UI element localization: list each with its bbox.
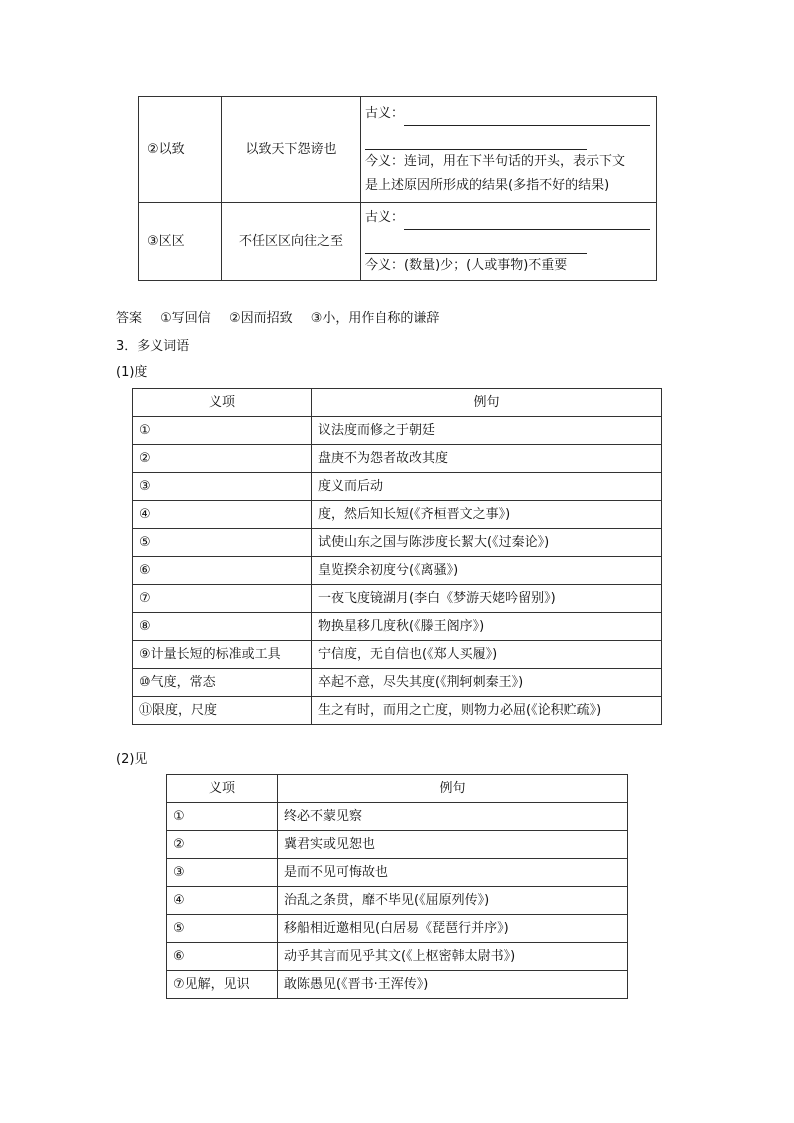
answer-label: 答案: [116, 311, 143, 326]
table-row: [133, 529, 662, 557]
meaning-cell: ⑨计量长短的标准或工具: [133, 641, 312, 669]
example-cell: 议法度而修之于朝廷: [312, 417, 662, 445]
section-title: 3．多义词语: [116, 339, 190, 354]
answer-item: ①写回信: [160, 311, 211, 326]
example-cell: 盘庚不为怨者故改其度: [312, 445, 662, 473]
meaning-cell: ⑥: [133, 557, 312, 585]
example-cell: 治乱之条贯，靡不毕见(《屈原列传》): [278, 887, 628, 915]
table-row: [167, 831, 628, 859]
table-row: [133, 501, 662, 529]
table-row: [167, 859, 628, 887]
meaning-cell: ⑤: [133, 529, 312, 557]
meaning-cell: ⑥: [167, 943, 278, 971]
example-cell: 度义而后动: [312, 473, 662, 501]
meaning-cell: ⑧: [133, 613, 312, 641]
modern-meaning-line: 今义：(数量)少；(人或事物)不重要: [365, 257, 568, 273]
meaning-cell: ⑤: [167, 915, 278, 943]
table-row: [133, 641, 662, 669]
column-header-meaning: 义项: [133, 389, 312, 417]
table-row: [133, 473, 662, 501]
ancient-meaning-blank-2[interactable]: [365, 133, 587, 150]
meaning-cell: ①: [133, 417, 312, 445]
modern-meaning-line: 今义：连词，用在下半句话的开头，表示下文: [365, 153, 626, 169]
example-cell: 物换星移几度秋(《滕王阁序》): [312, 613, 662, 641]
table-row: [167, 803, 628, 831]
example-cell: 动乎其言而见乎其文(《上枢密韩太尉书》): [278, 943, 628, 971]
table-row: [133, 669, 662, 697]
answer-item: ②因而招致: [228, 311, 293, 326]
table-row: [139, 97, 657, 203]
meaning-cell: ④: [167, 887, 278, 915]
vocab-table-continued: [138, 96, 657, 281]
table-row: [167, 887, 628, 915]
modern-meaning-line: 是上述原因所形成的结果(多指不好的结果): [365, 177, 610, 193]
meaning-cell: [361, 97, 657, 203]
table-header-row: [167, 775, 628, 803]
table-row: [139, 203, 657, 281]
example-cell: 皇览揆余初度兮(《离骚》): [312, 557, 662, 585]
ancient-meaning-blank[interactable]: [404, 213, 650, 230]
example-cell: 度，然后知长短(《齐桓晋文之事》): [312, 501, 662, 529]
table-row: [133, 417, 662, 445]
meaning-cell: ⑦见解，见识: [167, 971, 278, 999]
answer-line: [116, 307, 453, 326]
word-cell: ②以致: [139, 97, 222, 203]
table-row: [133, 557, 662, 585]
meaning-cell: ②: [133, 445, 312, 473]
meaning-cell: [361, 203, 657, 281]
polysemy-table-du: [132, 388, 662, 725]
column-header-example: 例句: [312, 389, 662, 417]
example-cell: 不任区区向往之至: [222, 203, 361, 281]
example-cell: 以致天下怨谤也: [222, 97, 361, 203]
ancient-meaning-blank[interactable]: [404, 109, 650, 126]
subsection-title: (1)度: [116, 365, 148, 380]
answer-item: ③小，用作自称的谦辞: [310, 311, 440, 326]
column-header-example: 例句: [278, 775, 628, 803]
meaning-cell: ③: [167, 859, 278, 887]
meaning-cell: ①: [167, 803, 278, 831]
example-cell: 一夜飞度镜湖月(李白《梦游天姥吟留别》): [312, 585, 662, 613]
table-row: [133, 585, 662, 613]
example-cell: 生之有时，而用之亡度，则物力必屈(《论积贮疏》): [312, 697, 662, 725]
meaning-cell: ②: [167, 831, 278, 859]
meaning-cell: ④: [133, 501, 312, 529]
table-header-row: [133, 389, 662, 417]
ancient-meaning-label: 古义：: [365, 209, 405, 225]
example-cell: 终必不蒙见察: [278, 803, 628, 831]
column-header-meaning: 义项: [167, 775, 278, 803]
table-row: [167, 943, 628, 971]
meaning-cell: ⑦: [133, 585, 312, 613]
meaning-cell: ③: [133, 473, 312, 501]
example-cell: 卒起不意，尽失其度(《荆轲刺秦王》): [312, 669, 662, 697]
ancient-meaning-blank-2[interactable]: [365, 237, 587, 254]
table-row: [167, 971, 628, 999]
subsection-title: (2)见: [116, 752, 148, 767]
table-row: [167, 915, 628, 943]
table-row: [133, 697, 662, 725]
table-row: [133, 445, 662, 473]
example-cell: 冀君实或见恕也: [278, 831, 628, 859]
table-row: [133, 613, 662, 641]
example-cell: 是而不见可悔故也: [278, 859, 628, 887]
example-cell: 宁信度，无自信也(《郑人买履》): [312, 641, 662, 669]
example-cell: 移船相近邀相见(白居易《琵琶行并序》): [278, 915, 628, 943]
ancient-meaning-label: 古义：: [365, 105, 405, 121]
meaning-cell: ⑪限度，尺度: [133, 697, 312, 725]
meaning-cell: ⑩气度，常态: [133, 669, 312, 697]
example-cell: 试使山东之国与陈涉度长絜大(《过秦论》): [312, 529, 662, 557]
polysemy-table-jian: [166, 774, 628, 999]
word-cell: ③区区: [139, 203, 222, 281]
example-cell: 敢陈愚见(《晋书·王浑传》): [278, 971, 628, 999]
